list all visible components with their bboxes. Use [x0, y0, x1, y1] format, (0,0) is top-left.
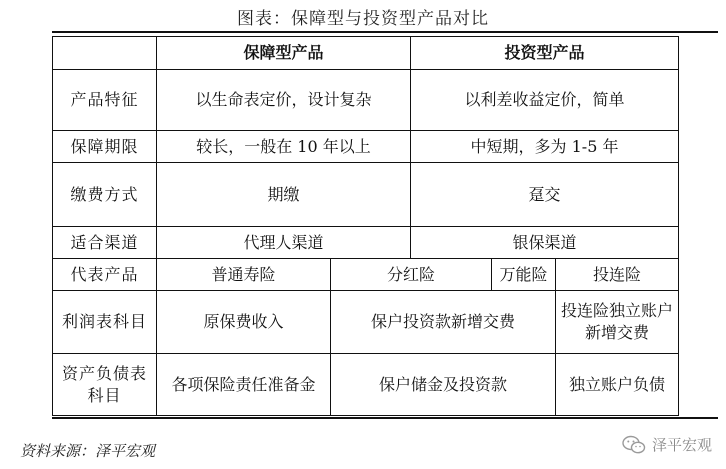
investment-channel: 银保渠道	[411, 227, 679, 259]
header-empty-cell	[53, 37, 157, 70]
top-rule	[52, 31, 718, 33]
label-term: 保障期限	[53, 131, 157, 163]
protection-term: 较长，一般在 10 年以上	[157, 131, 411, 163]
product-item: 投连险	[556, 259, 679, 291]
balance-item: 独立账户负债	[556, 354, 679, 416]
row-payment	[53, 163, 679, 227]
watermark-text: 泽平宏观	[651, 436, 712, 454]
product-item: 普通寿险	[157, 259, 331, 291]
protection-channel: 代理人渠道	[157, 227, 411, 259]
row-term	[53, 131, 679, 163]
row-channel	[53, 227, 679, 259]
header-investment: 投资型产品	[411, 37, 679, 70]
balance-item: 各项保险责任准备金	[157, 354, 331, 416]
balance-item: 保户储金及投资款	[331, 354, 556, 416]
investment-features: 以利差收益定价，简单	[411, 70, 679, 131]
row-features	[53, 70, 679, 131]
source-note: 资料来源：泽平宏观	[20, 442, 156, 460]
header-row	[53, 37, 679, 70]
income-item: 投连险独立账户新增交费	[556, 291, 679, 354]
comparison-table	[52, 36, 679, 416]
row-products	[53, 259, 679, 291]
income-item: 保户投资款新增交费	[331, 291, 556, 354]
label-payment: 缴费方式	[53, 163, 157, 227]
label-income: 利润表科目	[53, 291, 157, 354]
row-balance	[53, 354, 679, 416]
header-protection: 保障型产品	[157, 37, 411, 70]
row-income	[53, 291, 679, 354]
investment-term: 中短期，多为 1-5 年	[411, 131, 679, 163]
label-features: 产品特征	[53, 70, 157, 131]
protection-features: 以生命表定价，设计复杂	[157, 70, 411, 131]
wechat-icon	[622, 435, 646, 455]
label-products: 代表产品	[53, 259, 157, 291]
product-item: 万能险	[492, 259, 556, 291]
protection-payment: 期缴	[157, 163, 411, 227]
table-title: 图表：保障型与投资型产品对比	[237, 9, 489, 29]
bottom-rule	[52, 417, 718, 419]
product-item: 分红险	[331, 259, 492, 291]
label-balance: 资产负债表科目	[53, 354, 157, 416]
label-channel: 适合渠道	[53, 227, 157, 259]
investment-payment: 趸交	[411, 163, 679, 227]
watermark	[622, 434, 712, 455]
income-item: 原保费收入	[157, 291, 331, 354]
